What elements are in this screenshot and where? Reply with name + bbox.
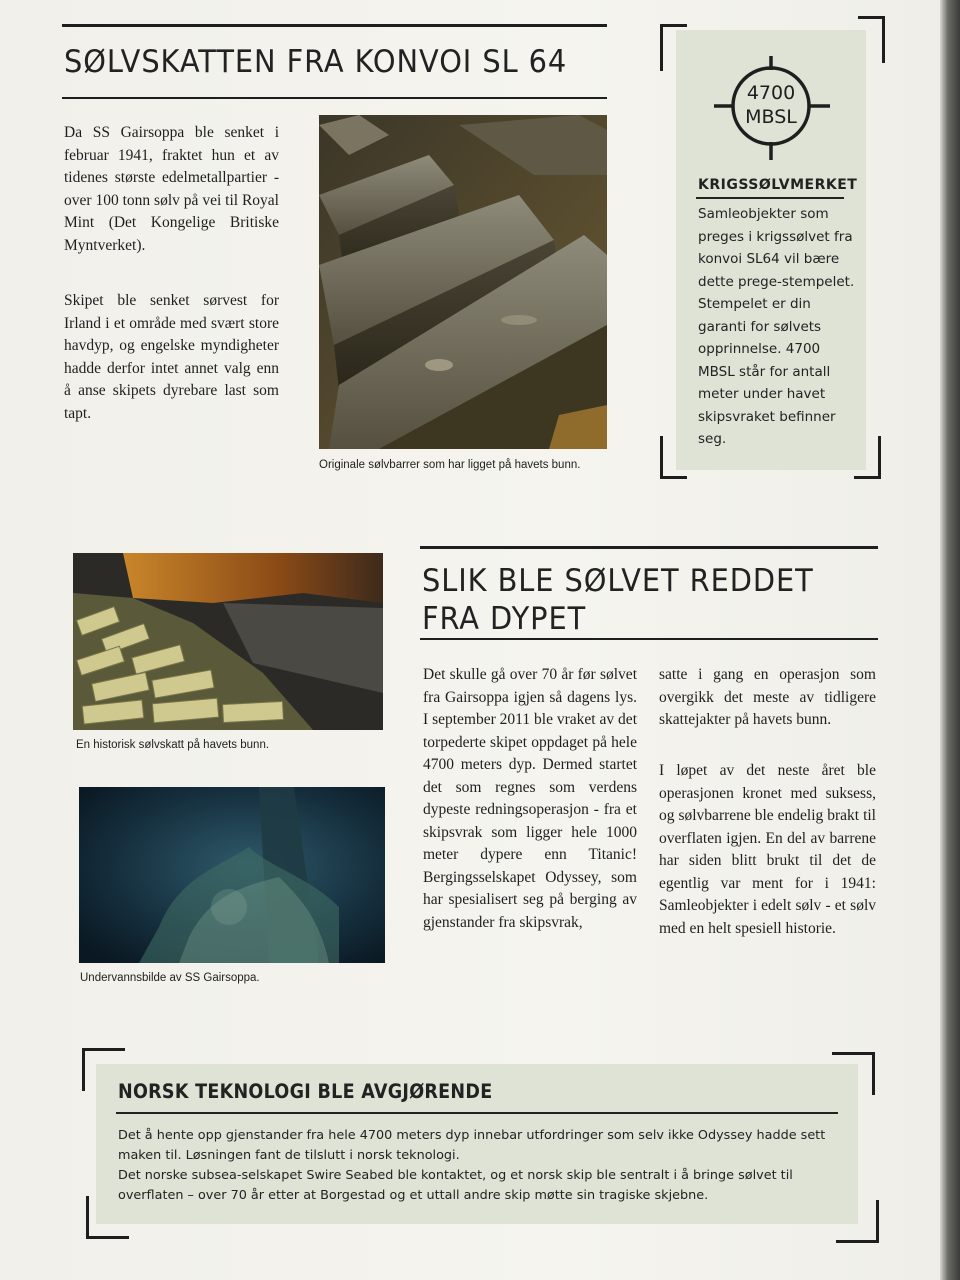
historic-treasure-photo: [73, 553, 383, 730]
panel-corner-top-left: [660, 24, 687, 71]
title-rule-top: [62, 24, 607, 27]
rescue-title-line-2: FRA DYPET: [422, 601, 587, 637]
norwegian-tech-line-1: Det å hente opp gjenstander fra hele 4700 meters dyp innebar utfordringer som selv ikke Odyssey hadde sett maken til. Løsningen fant de tilslutt i norsk teknologi.: [118, 1128, 826, 1163]
panel-corner-bottom-left: [660, 436, 687, 479]
intro-paragraph-1: Da SS Gairsoppa ble senket i februar 1941, fraktet hun et av tidenes største edelmetallpartier - over 100 tonn sølv på vei til Royal Mint (Det Kongelige Britiske Myntverket).: [64, 124, 279, 254]
bottom-corner-bottom-right: [836, 1200, 879, 1243]
rescue-title-rule-bottom: [420, 638, 878, 640]
rescue-title-line-1: SLIK BLE SØLVET REDDET: [422, 563, 814, 599]
norwegian-tech-line-2: Det norske subsea-selskapet Swire Seabed ble kontaktet, og et norsk skip ble sentralt i å bringe sølvet til overflaten – over 70 år etter at Borgestad og et uttall andre skip møtte sin tragiske skjebne.: [118, 1168, 793, 1203]
rescue-title-rule-top: [420, 546, 878, 549]
norwegian-tech-title: NORSK TEKNOLOGI BLE AVGJØRENDE: [118, 1080, 493, 1103]
board-edge: [940, 0, 960, 1280]
hallmark-stamp: [714, 56, 830, 160]
hallmark-title: KRIGSSØLVMERKET: [698, 177, 858, 193]
stamp-line-1: 4700: [746, 82, 796, 104]
section-title: SØLVSKATTEN FRA KONVOI SL 64: [64, 44, 568, 80]
norwegian-tech-text: [118, 1126, 843, 1206]
rescue-column-2-paragraph-1: satte i gang en operasjon som overgikk det meste av tidligere skattejakter på havets bunn.: [659, 666, 876, 728]
rescue-column-2-paragraph-2: I løpet av det neste året ble operasjonen kronet med suksess, og sølvbarrene ble endelig brakt til overflaten igjen. En del av barrene har siden blitt brukt til det de egentlig var ment for i 1941: Samleobjekter i edelt sølv - et sølv med en helt spesiell historie.: [659, 762, 876, 937]
underwater-wreck-photo: [79, 787, 385, 963]
treasure-caption: En historisk sølvskatt på havets bunn.: [76, 739, 270, 751]
panel-corner-top-right: [858, 16, 885, 63]
intro-paragraph-2: Skipet ble senket sørvest for Irland i et område med svært store havdyp, og engelske myndigheter hadde derfor intet annet valg enn å anse skipets dyrebare last som tapt.: [64, 292, 279, 422]
stamp-line-2: MBSL: [745, 106, 797, 128]
silver-bars-photo: [319, 115, 607, 449]
hallmark-title-rule: [696, 197, 844, 199]
hallmark-text: Samleobjekter som preges i krigssølvet fra konvoi SL64 vil bære dette prege-stempelet. Stempelet er din garanti for sølvets opprinnelse. 4700 MBSL står for antall meter under havet skipsvraket befinner seg.: [698, 206, 855, 447]
rescue-title: [422, 562, 814, 638]
silver-bars-caption: Originale sølvbarrer som har ligget på havets bunn.: [319, 459, 581, 471]
bottom-corner-top-right: [832, 1052, 875, 1095]
underwater-caption: Undervannsbilde av SS Gairsoppa.: [80, 972, 260, 984]
rescue-column-1: Det skulle gå over 70 år før sølvet fra Gairsoppa igjen så dagens lys. I september 2011 ble vraket av det torpederte skipet oppdaget på hele 4700 meters dyp. Dermed startet det som regnes som verdens dypeste redningsoperasjon - fra et skipsvrak som ligger hele 1000 meter dypere enn Titanic! Bergingsselskapet Odyssey, som har spesialisert seg på berging av gjenstander fra skipsvrak,: [423, 666, 637, 931]
title-rule-bottom: [62, 97, 607, 99]
norwegian-tech-title-rule: [116, 1112, 838, 1114]
